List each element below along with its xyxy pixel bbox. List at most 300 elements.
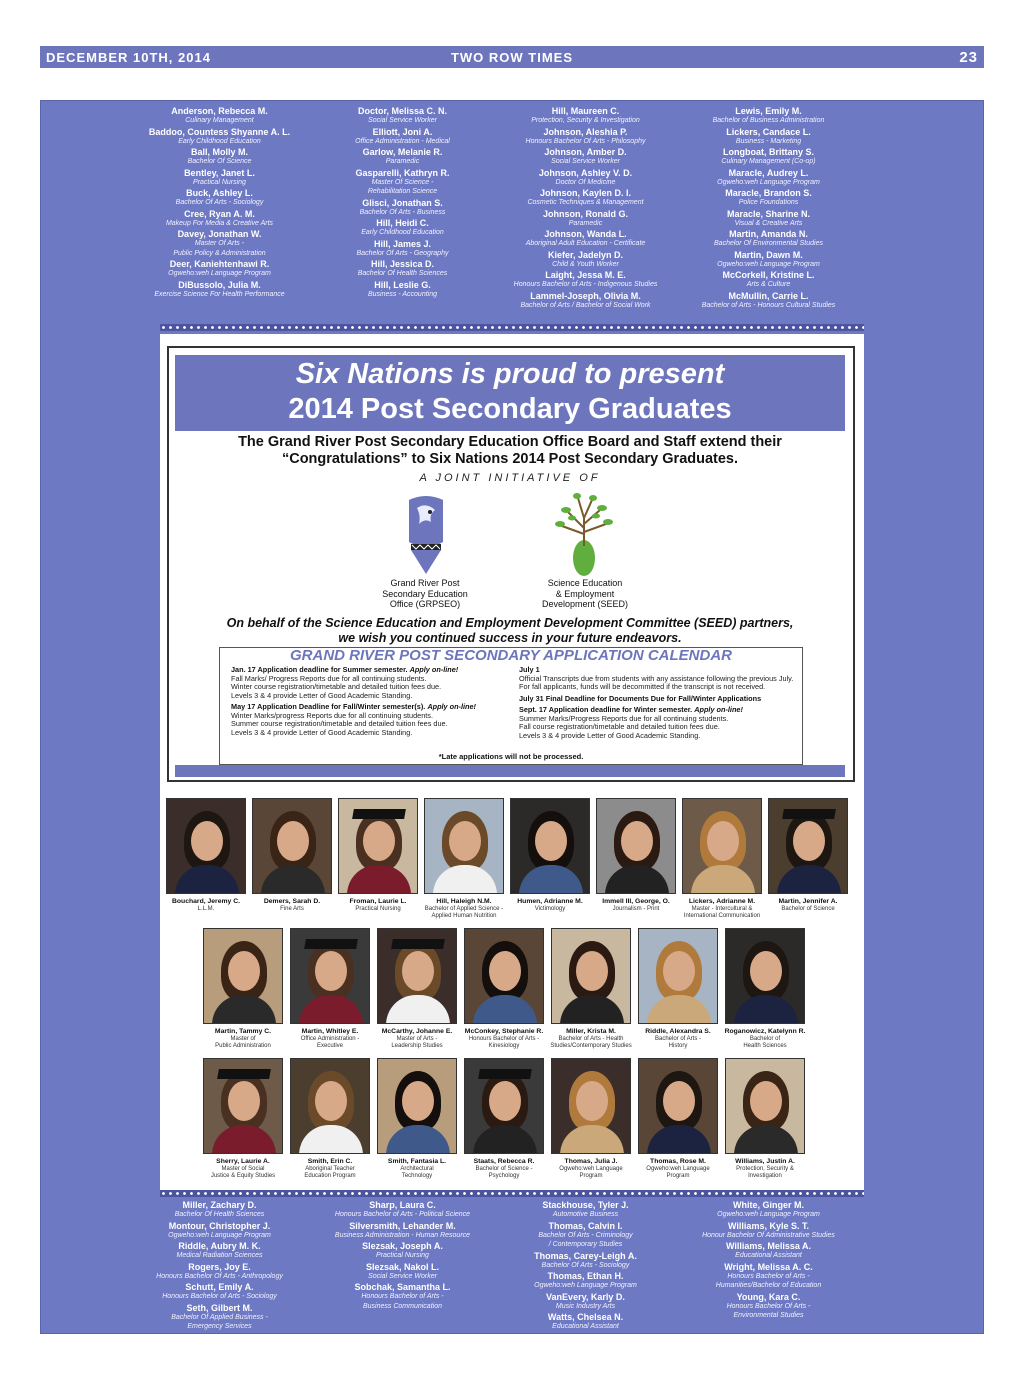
graduate-program: Automotive Business bbox=[552, 1211, 619, 1218]
seed-caption-line: Development (SEED) bbox=[541, 599, 629, 609]
graduate-program-line-2: Studies/Contemporary Studies bbox=[550, 1043, 632, 1049]
graduate-program: L.L.M. bbox=[197, 906, 215, 912]
graduate-name: Thomas, Carey-Leigh A. bbox=[534, 1250, 637, 1261]
graduate-program: Bachelor Of Environmental Studies bbox=[714, 240, 823, 247]
graduate-program-line-2: Justice & Equity Studies bbox=[210, 1173, 276, 1179]
graduate-program: Honours Bachelor of Arts - Indigenous Studies bbox=[513, 281, 658, 288]
graduate-photo bbox=[725, 1058, 805, 1154]
list-item bbox=[368, 280, 437, 300]
apply-online-label: Apply on-line! bbox=[427, 702, 476, 711]
shoulders-shape bbox=[473, 995, 537, 1024]
list-item bbox=[527, 188, 643, 208]
graduate-card bbox=[424, 798, 504, 920]
graduate-card bbox=[377, 1058, 457, 1180]
graduate-card bbox=[464, 1058, 544, 1180]
shoulders-shape bbox=[605, 865, 669, 894]
page-header bbox=[40, 46, 984, 68]
list-item bbox=[544, 147, 626, 167]
graduate-program: Journalism - Print bbox=[612, 906, 660, 912]
graduate-program: Practical Nursing bbox=[355, 906, 401, 912]
graduate-program: Aboriginal Teacher bbox=[305, 1166, 355, 1172]
face-shape bbox=[228, 951, 260, 991]
graduate-name: Maracle, Audrey L. bbox=[728, 167, 809, 178]
graduate-name: Johnson, Kaylen D. I. bbox=[539, 188, 631, 198]
graduate-program: Business - Accounting bbox=[368, 290, 437, 298]
list-item bbox=[520, 291, 650, 311]
list-item bbox=[722, 270, 814, 290]
graduate-program: Bachelor Of Arts - Criminology bbox=[538, 1231, 633, 1239]
graduate-photo-row-2 bbox=[203, 928, 805, 1050]
graduate-program: Ogweho:weh Language Program bbox=[717, 260, 820, 268]
graduate-program: Social Service Worker bbox=[551, 158, 620, 165]
calendar-item-head bbox=[519, 695, 797, 704]
graduate-photo bbox=[510, 798, 590, 894]
list-item bbox=[357, 239, 449, 259]
graduate-photo-row-1 bbox=[166, 798, 848, 920]
graduate-program: Rehabilitation Science bbox=[367, 188, 438, 195]
graduate-photo bbox=[290, 928, 370, 1024]
graduate-name: Hill, Leslie G. bbox=[374, 279, 431, 290]
list-item bbox=[156, 1262, 283, 1282]
graduate-card bbox=[725, 1058, 805, 1180]
face-shape bbox=[489, 951, 521, 991]
graduate-name: Slezsak, Joseph A. bbox=[362, 1241, 443, 1251]
graduate-program: Master of Social bbox=[221, 1166, 265, 1172]
calendar-item bbox=[519, 666, 797, 692]
graduate-program: Early Childhood Education bbox=[178, 137, 261, 145]
graduate-program: Medical Radiation Sciences bbox=[176, 1252, 263, 1259]
graduate-program: Bachelor of Science bbox=[781, 906, 835, 912]
graduate-program: Public Policy & Administration bbox=[173, 249, 266, 257]
graduate-program: Bachelor of Arts - Honours Cultural Studies bbox=[701, 301, 836, 309]
calendar-note: *Late applications will not be processed. bbox=[438, 752, 584, 761]
list-item bbox=[534, 1251, 637, 1271]
list-item bbox=[335, 1200, 470, 1220]
graduate-name: Maracle, Brandon S. bbox=[725, 188, 812, 198]
graduate-photo bbox=[377, 928, 457, 1024]
list-item bbox=[716, 1282, 821, 1291]
shoulders-shape bbox=[433, 865, 497, 894]
list-item bbox=[171, 106, 268, 126]
graduate-name: Cree, Ryan A. M. bbox=[184, 208, 255, 219]
graduate-name: Anderson, Rebecca M. bbox=[171, 106, 268, 116]
graduate-photo bbox=[166, 798, 246, 894]
graduate-program-line-2: Psychology bbox=[488, 1173, 520, 1179]
graduate-list-top bbox=[130, 106, 858, 311]
graduate-program: Honours Bachelor of Arts - bbox=[727, 1272, 810, 1280]
graduate-name: Hill, Heidi C. bbox=[376, 218, 429, 228]
graduate-photo bbox=[596, 798, 676, 894]
list-item bbox=[514, 270, 658, 290]
list-item bbox=[717, 250, 820, 270]
grpseo-caption-line: Grand River Post bbox=[390, 578, 460, 588]
seed-caption-line: & Employment bbox=[555, 588, 615, 599]
face-shape bbox=[191, 821, 223, 861]
graduate-name: Rogers, Joy E. bbox=[188, 1261, 251, 1272]
list-item bbox=[358, 259, 448, 279]
graduate-program-line-2: International Communication bbox=[683, 913, 761, 919]
seed-caption bbox=[525, 578, 645, 610]
graduate-program: Business Communication bbox=[363, 1302, 442, 1310]
list-item bbox=[726, 1241, 811, 1261]
graduate-name: Williams, Justin A. bbox=[735, 1158, 795, 1165]
graduate-program-line-2: Program bbox=[666, 1173, 690, 1179]
graduate-program: Bachelor of Arts - bbox=[654, 1036, 702, 1042]
joint-initiative-label: A JOINT INITIATIVE OF bbox=[419, 472, 601, 484]
list-item bbox=[355, 127, 450, 147]
list-item bbox=[154, 280, 284, 300]
calendar-deadline: July 31 Final Deadline for Documents Due for Fall/Winter Applications bbox=[519, 693, 762, 703]
calendar-detail: Summer Marks/Progress Reports due for all continuing students. bbox=[519, 713, 729, 723]
list-item bbox=[531, 106, 640, 126]
graduate-card bbox=[252, 798, 332, 920]
shoulders-shape bbox=[734, 995, 798, 1024]
graduate-photo bbox=[290, 1058, 370, 1154]
graduate-name: Maracle, Sharine N. bbox=[726, 208, 811, 219]
graduate-photo-row-3 bbox=[203, 1058, 805, 1180]
list-item bbox=[175, 1200, 265, 1220]
shoulders-shape bbox=[175, 865, 239, 894]
graduate-name: McCorkell, Kristine L. bbox=[722, 270, 815, 280]
graduate-program: Ogweho:weh Language Program bbox=[717, 178, 820, 186]
graduate-program: Ogweho:weh Language Program bbox=[168, 270, 271, 277]
graduate-photo bbox=[377, 1058, 457, 1154]
graduate-program: Humanities/Bachelor of Education bbox=[715, 1282, 822, 1289]
graduate-name: Smith, Fantasia L. bbox=[387, 1158, 447, 1165]
calendar-left-column bbox=[231, 666, 509, 740]
shoulders-shape bbox=[212, 995, 276, 1024]
graduate-program-line-2: Health Sciences bbox=[743, 1043, 787, 1049]
graduate-name: Staats, Rebecca R. bbox=[473, 1158, 535, 1165]
calendar-detail: Fall course registration/timetable and detailed tuition fees due. bbox=[519, 722, 720, 731]
calendar-detail: Fall Marks/ Progress Reports due for all continuing students. bbox=[231, 673, 427, 683]
graduate-program: Honours Bachelor of Arts - bbox=[468, 1036, 540, 1042]
graduation-cap-icon bbox=[782, 809, 836, 819]
graduate-program: Aboriginal Adult Education - Certificate bbox=[525, 240, 646, 247]
calendar-detail: Winter Marks/progress Reports due for all continuing students. bbox=[231, 710, 433, 720]
shoulders-shape bbox=[519, 865, 583, 894]
graduate-name: Smith, Erin C. bbox=[307, 1158, 353, 1165]
shoulders-shape bbox=[691, 865, 755, 894]
face-shape bbox=[707, 821, 739, 861]
graduate-card bbox=[290, 928, 370, 1050]
graduate-name: Gasparelli, Kathryn R. bbox=[355, 167, 450, 178]
graduate-program: Cosmetic Techniques & Management bbox=[527, 199, 644, 206]
graduate-program: Bachelor of Science - bbox=[475, 1166, 533, 1172]
graduate-program: Business - Marketing bbox=[735, 137, 802, 145]
graduate-program-line-2: Leadership Studies bbox=[391, 1043, 443, 1049]
graduate-program: Culinary Management bbox=[185, 117, 254, 124]
list-item bbox=[184, 168, 255, 188]
graduate-name: McCarthy, Johanne E. bbox=[381, 1028, 453, 1035]
graduate-program: Bachelor of Arts / Bachelor of Social Work bbox=[520, 301, 651, 309]
grpseo-caption bbox=[370, 578, 480, 610]
apply-online-label: Apply on-line! bbox=[409, 665, 459, 674]
list-item bbox=[171, 1303, 268, 1323]
graduate-program: Master - Intercultural & bbox=[691, 906, 753, 912]
list-item bbox=[162, 1282, 277, 1302]
graduate-program: Bachelor Of Arts - Business bbox=[359, 208, 446, 216]
face-shape bbox=[750, 1081, 782, 1121]
list-item bbox=[546, 1292, 625, 1312]
name-column bbox=[496, 106, 675, 311]
calendar-deadline: May 17 Application Deadline for Fall/Winter semester(s). bbox=[231, 702, 426, 711]
graduate-name: Ball, Molly M. bbox=[190, 147, 248, 157]
graduate-program: Office Administration - Medical bbox=[355, 137, 450, 145]
graduate-program: Architectural bbox=[400, 1166, 434, 1172]
list-item bbox=[714, 229, 823, 249]
graduation-cap-icon bbox=[304, 939, 358, 949]
graduate-name: Thomas, Calvin I. bbox=[548, 1220, 623, 1231]
graduate-name: White, Ginger M. bbox=[732, 1200, 804, 1210]
graduate-program: Ogweho:weh Language bbox=[559, 1166, 623, 1172]
graduate-program: Practical Nursing bbox=[376, 1252, 429, 1259]
list-item bbox=[176, 188, 264, 208]
list-item bbox=[702, 291, 836, 311]
list-item bbox=[717, 1200, 820, 1220]
list-item bbox=[726, 127, 811, 147]
graduate-photo bbox=[424, 798, 504, 894]
graduate-card bbox=[203, 928, 283, 1050]
graduate-program-line-2: History bbox=[668, 1043, 688, 1049]
list-item bbox=[727, 1292, 811, 1312]
graduate-program: Emergency Services bbox=[187, 1323, 252, 1330]
face-shape bbox=[793, 821, 825, 861]
graduate-name: Johnson, Ashley V. D. bbox=[538, 167, 633, 178]
calendar-title: GRAND RIVER POST SECONDARY APPLICATION CALENDAR bbox=[290, 647, 732, 664]
list-item bbox=[526, 127, 646, 147]
graduate-program: Bachelor Of Applied Business - bbox=[171, 1313, 268, 1321]
graduate-name: Martin, Amanda N. bbox=[729, 229, 808, 239]
graduate-photo bbox=[203, 1058, 283, 1154]
graduate-program: Bachelor Of Health Sciences bbox=[357, 270, 448, 277]
graduate-program: Educational Assistant bbox=[552, 1323, 619, 1330]
graduation-cap-icon bbox=[391, 939, 445, 949]
graduate-name: Sherry, Laurie A. bbox=[216, 1158, 270, 1165]
graduate-name: Riddle, Alexandra S. bbox=[645, 1028, 711, 1035]
graduate-name: Silversmith, Lehander M. bbox=[349, 1220, 456, 1231]
face-shape bbox=[363, 821, 395, 861]
graduate-name: Stackhouse, Tyler J. bbox=[542, 1200, 629, 1210]
graduate-card bbox=[551, 1058, 631, 1180]
newspaper-title: TWO ROW TIMES bbox=[450, 49, 574, 65]
graduate-name: McConkey, Stephanie R. bbox=[464, 1028, 544, 1035]
calendar-deadline: Jan. 17 Application deadline for Summer semester. bbox=[231, 665, 408, 674]
shoulders-shape bbox=[734, 1125, 798, 1154]
graduate-name: Garlow, Melanie R. bbox=[362, 147, 443, 157]
graduate-card bbox=[638, 1058, 718, 1180]
graduate-program: Environmental Studies bbox=[733, 1312, 804, 1319]
graduate-photo bbox=[464, 1058, 544, 1154]
graduate-program-line-2: Applied Human Nutrition bbox=[431, 913, 497, 919]
graduate-program: Protection, Security & bbox=[736, 1166, 794, 1172]
graduate-name: Longboat, Brittany S. bbox=[723, 147, 814, 157]
behalf-line-2: we wish you continued success in your future endeavors. bbox=[338, 630, 682, 645]
graduate-name: DiBussolo, Julia M. bbox=[178, 279, 261, 290]
calendar-deadline: July 1 bbox=[519, 665, 540, 674]
graduation-cap-icon bbox=[352, 809, 406, 819]
graduate-card bbox=[166, 798, 246, 920]
graduate-name: Lickers, Adrianne M. bbox=[688, 898, 756, 905]
graduate-card bbox=[596, 798, 676, 920]
name-column bbox=[130, 1200, 309, 1333]
graduate-name: Doctor, Melissa C. N. bbox=[357, 106, 448, 116]
graduate-name: Martin, Whitley E. bbox=[301, 1028, 359, 1035]
graduate-name: McMullin, Carrie L. bbox=[728, 290, 809, 301]
shoulders-shape bbox=[647, 1125, 711, 1154]
graduate-name: Hill, Haleigh N.M. bbox=[436, 898, 492, 905]
list-item bbox=[173, 250, 265, 259]
calendar-detail: Summer course registration/timetable and detailed tuition fees due. bbox=[231, 719, 448, 728]
calendar-detail: Levels 3 & 4 provide Letter of Good Academic Standing. bbox=[231, 727, 413, 737]
calendar-item bbox=[519, 706, 797, 740]
graduate-name: Miller, Zachary D. bbox=[182, 1200, 257, 1210]
graduate-card bbox=[638, 928, 718, 1050]
graduate-program: Bachelor Of Arts - Geography bbox=[356, 249, 449, 257]
graduate-name: Johnson, Amber D. bbox=[544, 147, 627, 157]
graduate-program: Protection, Security & Investigation bbox=[531, 117, 640, 124]
graduate-program: Office Administration - bbox=[300, 1036, 360, 1042]
dotted-divider bbox=[160, 324, 864, 331]
calendar-detail: Levels 3 & 4 provide Letter of Good Academic Standing. bbox=[231, 690, 413, 700]
shoulders-shape bbox=[386, 1125, 450, 1154]
list-item bbox=[542, 1200, 628, 1220]
graduate-program: Master Of Arts - bbox=[194, 240, 245, 247]
congrats-line-2: “Congratulations” to Six Nations 2014 Post Secondary Graduates. bbox=[281, 451, 739, 467]
face-shape bbox=[663, 1081, 695, 1121]
graduate-name: VanEvery, Karly D. bbox=[546, 1291, 625, 1302]
calendar-deadline: Sept. 17 Application deadline for Winter semester. bbox=[519, 705, 693, 714]
headline-line-1: Six Nations is proud to present bbox=[295, 358, 725, 390]
list-item bbox=[358, 106, 447, 126]
graduate-name: Sharp, Laura C. bbox=[369, 1200, 436, 1210]
graduate-name: Johnson, Wanda L. bbox=[544, 229, 627, 239]
list-item bbox=[362, 1241, 443, 1261]
graduate-card bbox=[510, 798, 590, 920]
calendar-detail: Official Transcripts due from students with any assistance following the previous July. For fall applicants, funds will be decommitted if the transcript is not received. bbox=[519, 673, 794, 691]
graduate-name: Lickers, Candace L. bbox=[726, 126, 811, 137]
face-shape bbox=[277, 821, 309, 861]
graduate-program: Ogweho:weh Language Program bbox=[168, 1231, 271, 1239]
graduate-program: Social Service Worker bbox=[368, 117, 437, 124]
graduate-program: Paramedic bbox=[385, 158, 420, 165]
face-shape bbox=[576, 1081, 608, 1121]
graduate-program: Bachelor of Arts - Health bbox=[558, 1036, 624, 1042]
seed-caption-line: Science Education bbox=[547, 578, 623, 588]
list-item bbox=[178, 229, 262, 249]
list-item bbox=[168, 1221, 271, 1241]
shoulders-shape bbox=[386, 995, 450, 1024]
shoulders-shape bbox=[647, 995, 711, 1024]
graduate-name: Glisci, Jonathan S. bbox=[362, 197, 443, 208]
graduate-program-line-2: Executive bbox=[316, 1043, 343, 1049]
graduate-name: Martin, Jennifer A. bbox=[778, 898, 838, 905]
graduate-name: Lammel-Joseph, Olivia M. bbox=[530, 290, 641, 301]
graduate-program: Police Foundations bbox=[738, 199, 799, 206]
graduate-program: Honours Bachelor Of Arts - Anthropology bbox=[156, 1272, 283, 1280]
shoulders-shape bbox=[212, 1125, 276, 1154]
list-item bbox=[187, 1323, 251, 1332]
graduate-photo bbox=[725, 928, 805, 1024]
calendar-right-column bbox=[519, 666, 797, 743]
shoulders-shape bbox=[560, 995, 624, 1024]
graduate-name: Hill, Maureen C. bbox=[551, 106, 620, 116]
graduate-card bbox=[551, 928, 631, 1050]
congrats-line-1: The Grand River Post Secondary Education Office Board and Staff extend their bbox=[238, 434, 782, 450]
name-column bbox=[679, 1200, 858, 1333]
face-shape bbox=[576, 951, 608, 991]
graduate-name: Williams, Melissa A. bbox=[725, 1241, 812, 1251]
graduate-name: Wright, Melissa A. C. bbox=[724, 1261, 813, 1272]
graduate-card bbox=[377, 928, 457, 1050]
graduate-program: Ogweho:weh Language bbox=[646, 1166, 710, 1172]
list-item bbox=[549, 1241, 623, 1250]
graduate-program: Bachelor Of Health Sciences bbox=[174, 1211, 265, 1218]
graduate-list-bottom bbox=[130, 1200, 858, 1333]
graduate-photo bbox=[551, 928, 631, 1024]
name-column bbox=[496, 1200, 675, 1333]
list-item bbox=[354, 1282, 450, 1302]
behalf-line-1: On behalf of the Science Education and Employment Development Committee (SEED) partners, bbox=[226, 616, 794, 630]
list-item bbox=[363, 1303, 442, 1312]
graduate-name: Deer, Kaniehtenhawi R. bbox=[169, 259, 270, 269]
graduate-program: Master of bbox=[230, 1036, 256, 1042]
face-shape bbox=[402, 1081, 434, 1121]
graduate-name: Thomas, Julia J. bbox=[564, 1158, 618, 1165]
graduate-program-line-2: Program bbox=[579, 1173, 603, 1179]
behalf-message bbox=[180, 616, 840, 645]
graduate-photo bbox=[768, 798, 848, 894]
graduate-program: Honours Bachelor of Arts - bbox=[361, 1293, 444, 1300]
graduate-card bbox=[290, 1058, 370, 1180]
list-item bbox=[168, 259, 271, 279]
graduate-program: Paramedic bbox=[568, 219, 603, 227]
list-item bbox=[733, 1312, 803, 1321]
grpseo-caption-line: Office (GRPSEO) bbox=[389, 599, 461, 609]
graduate-program: Educational Assistant bbox=[735, 1252, 802, 1259]
graduate-program: Arts & Culture bbox=[746, 281, 791, 288]
graduate-name: Schutt, Emily A. bbox=[185, 1282, 254, 1292]
shoulders-shape bbox=[299, 1125, 363, 1154]
name-column bbox=[679, 106, 858, 311]
apply-online-label: Apply on-line! bbox=[694, 705, 743, 714]
graduate-name: Montour, Christopher J. bbox=[168, 1220, 271, 1231]
graduate-program: Honours Bachelor of Arts - Sociology bbox=[162, 1293, 277, 1300]
graduate-photo bbox=[203, 928, 283, 1024]
graduate-program: Bachelor of Business Administration bbox=[712, 117, 825, 124]
face-shape bbox=[489, 1081, 521, 1121]
shoulders-shape bbox=[299, 995, 363, 1024]
graduate-name: Williams, Kyle S. T. bbox=[728, 1220, 809, 1231]
list-item bbox=[526, 229, 646, 249]
list-item bbox=[166, 209, 273, 229]
graduate-name: Sobchak, Samantha L. bbox=[354, 1282, 451, 1292]
graduate-program: Social Service Worker bbox=[368, 1272, 437, 1280]
calendar-item bbox=[231, 666, 509, 700]
graduate-name: Thomas, Ethan H. bbox=[547, 1271, 624, 1281]
graduate-card bbox=[464, 928, 544, 1050]
graduate-name: Thomas, Rose M. bbox=[650, 1158, 706, 1165]
graduate-program: Bachelor Of Arts - Sociology bbox=[541, 1261, 630, 1269]
graduate-program-line-2: Investigation bbox=[748, 1173, 782, 1179]
face-shape bbox=[663, 951, 695, 991]
graduate-program: Business Administration - Human Resource bbox=[334, 1231, 471, 1239]
face-shape bbox=[228, 1081, 260, 1121]
graduate-photo bbox=[638, 928, 718, 1024]
graduate-name: Bouchard, Jeremy C. bbox=[172, 898, 240, 905]
graduate-name: Riddle, Aubry M. K. bbox=[178, 1241, 261, 1251]
dotted-divider bbox=[160, 1190, 864, 1197]
